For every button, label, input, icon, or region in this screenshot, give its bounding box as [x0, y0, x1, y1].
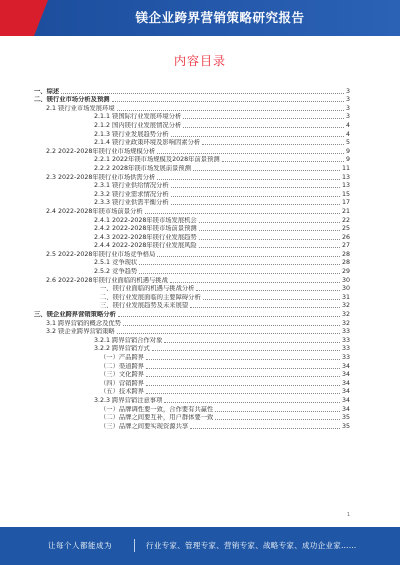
toc-leader-dots [145, 213, 340, 214]
toc-entry-page: 34 [341, 371, 350, 379]
toc-entry[interactable] [34, 362, 350, 371]
toc-entry[interactable] [34, 259, 350, 268]
toc-entry-label: （五）技术跨界 [100, 388, 145, 396]
toc-entry-label: 2.4.4 2022-2028年镁行业发展风险 [94, 242, 197, 250]
toc-entry[interactable] [34, 207, 350, 216]
toc-leader-dots [139, 273, 340, 274]
toc-entry[interactable] [34, 130, 350, 139]
toc-entry-page: 34 [341, 405, 350, 413]
footer-divider [134, 539, 135, 552]
toc-entry-label: （二）品牌之间要互补，用户群体要一致 [100, 414, 214, 422]
table-of-contents [34, 87, 350, 431]
toc-leader-dots [139, 264, 340, 265]
toc-entry-label: 一、镁行业面临的机遇与挑战分析 [100, 285, 195, 293]
toc-entry-label: 一、综述 [34, 87, 60, 95]
toc-entry[interactable] [34, 216, 350, 225]
toc-entry-page: 27 [341, 242, 350, 250]
toc-entry-label: 2.1.3 镁行业发展趋势分析 [94, 130, 169, 138]
footer-tagline: 行业专家、管理专家、营销专家、战略专家、成功企业家…… [146, 541, 357, 550]
toc-entry-page: 15 [341, 190, 350, 198]
toc-leader-dots [157, 153, 344, 154]
toc-entry-page: 28 [341, 250, 350, 258]
toc-entry-label: 2.2.2 2028年镁市场发展前景预测 [94, 164, 192, 172]
toc-entry[interactable] [34, 379, 350, 388]
toc-entry[interactable] [34, 285, 350, 294]
toc-entry-label: 2.3.3 镁行业供需平衡分析 [94, 199, 169, 207]
toc-entry-page: 33 [341, 345, 350, 353]
toc-leader-dots [190, 307, 340, 308]
report-title: 镁企业跨界营销策略研究报告 [135, 10, 305, 25]
toc-leader-dots [193, 170, 340, 171]
toc-leader-dots [171, 136, 344, 137]
toc-entry[interactable] [34, 388, 350, 397]
toc-entry-page: 3 [345, 113, 350, 121]
toc-entry-page: 33 [341, 328, 350, 336]
toc-entry-page: 9 [345, 147, 350, 155]
toc-leader-dots [61, 93, 344, 94]
toc-leader-dots [171, 187, 340, 188]
toc-leader-dots [215, 419, 340, 420]
toc-entry-page: 35 [341, 422, 350, 430]
toc-entry-label: 二、镁行业市场分析及预测 [34, 96, 110, 104]
toc-entry-label: （一）产品跨界 [100, 354, 145, 361]
toc-entry[interactable] [34, 319, 350, 328]
toc-entry[interactable] [34, 164, 350, 173]
toc-entry[interactable] [34, 104, 350, 113]
toc-entry-label: 三、镁行业发展趋势及未来展望 [100, 302, 189, 310]
toc-entry[interactable] [34, 405, 350, 414]
toc-leader-dots [146, 393, 340, 394]
toc-entry[interactable] [34, 113, 350, 122]
toc-entry-label: （三）文化跨界 [100, 371, 145, 379]
toc-entry[interactable] [34, 396, 350, 405]
toc-title: 内容目录 [173, 54, 226, 68]
toc-leader-dots [164, 342, 340, 343]
toc-leader-dots [183, 118, 344, 119]
toc-entry-label: 3.2.3 跨界营销注意事项 [94, 396, 163, 404]
toc-entry-page: 28 [341, 259, 350, 267]
toc-entry-page: 34 [341, 388, 350, 396]
toc-entry-page: 22 [341, 216, 350, 224]
toc-entry-label: 2.1.4 镁行业政策环境及影响因素分析 [94, 139, 201, 147]
toc-entry-page: 21 [341, 207, 350, 215]
toc-leader-dots [199, 239, 340, 240]
toc-entry-page: 30 [341, 276, 350, 284]
toc-entry[interactable] [34, 147, 350, 156]
toc-entry-page: 31 [341, 293, 350, 301]
toc-leader-dots [118, 316, 340, 317]
toc-entry[interactable] [34, 336, 350, 345]
toc-leader-dots [170, 282, 340, 283]
toc-entry-label: 2.4.2 2022-2028年镁市场前景预测 [94, 225, 197, 233]
toc-entry-page: 32 [341, 311, 350, 319]
toc-entry[interactable] [34, 233, 350, 242]
toc-entry[interactable] [34, 121, 350, 130]
toc-entry-label: （二）渠道跨界 [100, 362, 145, 370]
toc-leader-dots [203, 299, 340, 300]
toc-entry[interactable] [34, 156, 350, 165]
toc-entry-label: 三、镁企业跨界营销策略分析 [34, 311, 116, 319]
toc-entry[interactable] [34, 353, 350, 362]
footer-slogan: 让每个人都能成为 [48, 541, 112, 550]
toc-leader-dots [157, 256, 340, 257]
toc-entry-page: 30 [341, 285, 350, 293]
toc-entry[interactable] [34, 190, 350, 199]
toc-entry-page: 5 [345, 139, 350, 147]
toc-entry-page: 3 [345, 96, 350, 104]
toc-leader-dots [117, 110, 344, 111]
toc-leader-dots [199, 230, 340, 231]
toc-entry[interactable] [34, 422, 350, 431]
toc-entry-label: 2.2.1 2022年镁市场规模及2028年前景预测 [94, 156, 220, 164]
toc-leader-dots [196, 290, 340, 291]
toc-entry-label: 2.1.2 国内镁行业发展情况分析 [94, 121, 182, 129]
toc-entry[interactable] [34, 345, 350, 354]
toc-leader-dots [146, 368, 340, 369]
toc-entry-label: 2.4 2022-2028年镁市场前景分析 [46, 207, 143, 215]
toc-entry-label: 2.4.3 2022-2028年镁行业发展趋势 [94, 233, 197, 241]
toc-leader-dots [222, 161, 344, 162]
toc-entry-page: 32 [341, 302, 350, 310]
toc-entry-page: 13 [341, 173, 350, 181]
toc-entry-page: 4 [345, 130, 350, 138]
toc-entry-page: 32 [341, 319, 350, 327]
toc-entry-page: 26 [341, 233, 350, 241]
toc-leader-dots [202, 144, 344, 145]
toc-leader-dots [117, 333, 340, 334]
page-number: 1 [346, 512, 350, 518]
toc-entry[interactable] [34, 250, 350, 259]
toc-entry-label: 2.1.1 镁国际行业发展环境分析 [94, 113, 182, 121]
toc-entry-page: 34 [341, 362, 350, 370]
toc-entry-page: 4 [345, 121, 350, 129]
toc-leader-dots [146, 359, 340, 360]
toc-entry-page: 35 [341, 414, 350, 422]
toc-leader-dots [215, 411, 340, 412]
toc-entry-label: 2.3.2 镁行业需求情况分析 [94, 190, 169, 198]
toc-entry[interactable] [34, 87, 350, 96]
toc-entry-label: 3.2.2 跨界营销方式 [94, 345, 150, 353]
toc-entry-page: 33 [341, 336, 350, 344]
toc-entry[interactable] [34, 139, 350, 148]
toc-entry-label: 3.1 跨界营销的概念及优势 [46, 319, 121, 327]
toc-entry[interactable] [34, 328, 350, 337]
toc-entry-page: 25 [341, 225, 350, 233]
toc-entry[interactable] [34, 302, 350, 311]
toc-leader-dots [123, 325, 340, 326]
toc-entry[interactable] [34, 371, 350, 380]
toc-entry[interactable] [34, 414, 350, 423]
toc-leader-dots [199, 222, 340, 223]
toc-entry[interactable] [34, 276, 350, 285]
toc-entry[interactable] [34, 242, 350, 251]
toc-entry-label: 2.4.1 2022-2028年镁市场发展机会 [94, 216, 197, 224]
toc-entry-page: 17 [341, 199, 350, 207]
toc-leader-dots [152, 350, 340, 351]
toc-entry-label: （一）品牌调性要一致，合作要有共赢性 [100, 405, 214, 413]
toc-leader-dots [183, 127, 344, 128]
toc-entry-label: 2.5 2022-2028年镁行业市场竞争格局 [46, 250, 156, 258]
toc-entry-label: 3.2 镁企业跨界营销策略 [46, 328, 115, 336]
header [0, 0, 400, 40]
toc-entry-label: 2.2 2022-2028年镁行业市场规模分析 [46, 147, 156, 155]
toc-entry-label: 2.5.2 竞争趋势 [94, 268, 138, 276]
toc-leader-dots [112, 101, 344, 102]
toc-leader-dots [190, 428, 340, 429]
toc-entry[interactable] [34, 199, 350, 208]
toc-entry-label: 2.3 2022-2028年镁行业市场供需分析 [46, 173, 156, 181]
toc-entry[interactable] [34, 96, 350, 105]
toc-leader-dots [146, 376, 340, 377]
toc-entry-label: 3.2.1 跨界营销合作对象 [94, 336, 163, 344]
toc-entry-page: 11 [341, 164, 350, 172]
toc-leader-dots [171, 196, 340, 197]
toc-entry-label: 2.6 2022-2028年镁行业面临的机遇与挑战 [46, 276, 168, 284]
toc-entry[interactable] [34, 267, 350, 276]
toc-entry[interactable] [34, 293, 350, 302]
toc-entry[interactable] [34, 182, 350, 191]
toc-entry-label: （三）品牌之间要实现资源共享 [100, 422, 189, 430]
toc-entry-label: 2.5.1 竞争现状 [94, 259, 138, 267]
toc-leader-dots [199, 247, 340, 248]
toc-entry[interactable] [34, 225, 350, 234]
toc-entry-page: 3 [345, 104, 350, 112]
toc-entry-page: 9 [345, 156, 350, 164]
toc-entry-label: （四）营销跨界 [100, 379, 145, 387]
footer [0, 527, 400, 565]
toc-entry-page: 33 [341, 354, 350, 361]
toc-leader-dots [146, 385, 340, 386]
toc-leader-dots [164, 402, 340, 403]
toc-entry-page: 13 [341, 182, 350, 190]
toc-entry[interactable] [34, 173, 350, 182]
toc-entry-page: 34 [341, 396, 350, 404]
toc-entry-label: 二、镁行业发展面临的主要障碍分析 [100, 293, 201, 301]
toc-entry-page: 3 [345, 87, 350, 95]
toc-entry[interactable] [34, 310, 350, 319]
toc-entry-label: 2.3.1 镁行业供给情况分析 [94, 182, 169, 190]
toc-entry-page: 29 [341, 268, 350, 276]
toc-leader-dots [171, 204, 340, 205]
toc-leader-dots [157, 179, 340, 180]
toc-entry-label: 2.1 镁行业市场发展环境 [46, 104, 115, 112]
toc-entry-page: 34 [341, 379, 350, 387]
